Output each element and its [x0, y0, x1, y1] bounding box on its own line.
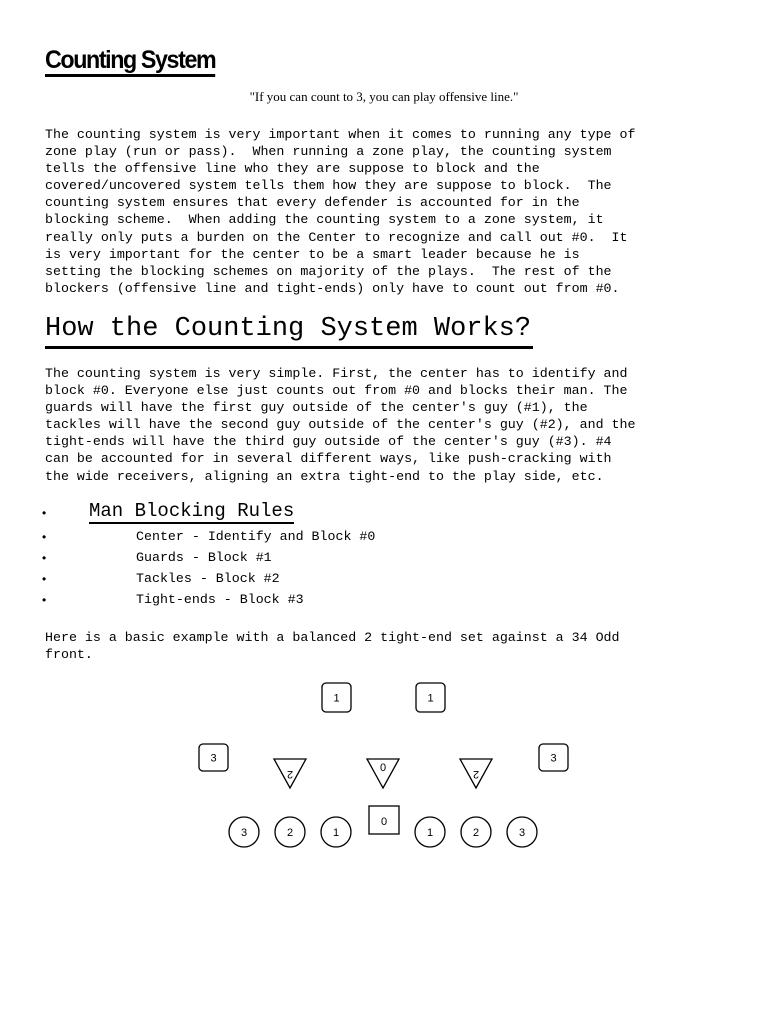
rule-tight-ends: Tight-ends - Block #3: [136, 592, 304, 607]
rules-heading: Man Blocking Rules: [89, 500, 295, 522]
svg-text:0: 0: [380, 816, 388, 828]
tackle-left: [275, 817, 305, 847]
tight-end-right: [507, 817, 537, 847]
guard-right: [415, 817, 445, 847]
svg-text:3: 3: [518, 827, 526, 839]
defensive-end-left: [274, 759, 306, 788]
center-square: [369, 806, 399, 834]
svg-text:2: 2: [286, 768, 294, 780]
page-title: Counting System: [45, 46, 215, 77]
svg-text:1: 1: [333, 692, 340, 705]
svg-text:2: 2: [472, 827, 480, 839]
bullet: •: [42, 593, 47, 607]
svg-text:2: 2: [286, 827, 294, 839]
tackle-right: [461, 817, 491, 847]
bullet: •: [42, 551, 47, 565]
epigraph-quote: "If you can count to 3, you can play offensive line.": [249, 89, 519, 104]
section-heading: How the Counting System Works?: [45, 312, 533, 349]
guard-left: [321, 817, 351, 847]
rule-guards: Guards - Block #1: [136, 550, 272, 565]
bullet: •: [42, 572, 47, 586]
defensive-end-right: [460, 759, 492, 788]
bullet: •: [42, 506, 47, 520]
rule-tackles: Tackles - Block #2: [136, 571, 280, 586]
svg-text:3: 3: [240, 827, 248, 839]
bullet: •: [42, 530, 47, 544]
svg-text:3: 3: [210, 752, 217, 765]
svg-text:0: 0: [379, 762, 387, 774]
example-paragraph: Here is a basic example with a balanced 2 tight-end set against a 34 Odd front.: [45, 630, 620, 663]
svg-text:2: 2: [472, 768, 480, 780]
linebacker-left: [322, 683, 351, 712]
tight-end-left: [229, 817, 259, 847]
formation-diagram: [0, 670, 768, 860]
rule-center: Center - Identify and Block #0: [136, 529, 376, 544]
svg-text:3: 3: [550, 752, 557, 765]
linebacker-right: [416, 683, 445, 712]
section-paragraph: The counting system is very simple. First, the center has to identify and block #0. Everyone else just counts out from #0 and blocks their man. The guards will have the first guy outside of the center's guy (#1), the tackles will have the second guy outside of the center's guy (#2), and the tight-ends will have the third guy outside of the center's guy (#3). #4 can be accounted for in several different ways, like push-cracking with the wide receivers, aligning an extra tight-end to the play side, etc.: [45, 366, 636, 484]
svg-text:1: 1: [427, 692, 434, 705]
intro-paragraph: The counting system is very important when it comes to running any type of zone play (run or pass). When running a zone play, the counting system tells the offensive line who they are suppose to block and the covered/uncovered system tells them how they are suppose to block. The counting system ensures that every defender is accounted for in the blocking scheme. When adding the counting system to a zone system, it really only puts a burden on the Center to recognize and call out #0. It is very important for the center to be a smart leader because he is setting the blocking schemes on majority of the plays. The rest of the blockers (offensive line and tight-ends) only have to count out from #0.: [45, 127, 636, 296]
outside-backer-right: [539, 744, 568, 771]
svg-text:1: 1: [426, 827, 434, 839]
outside-backer-left: [199, 744, 228, 771]
svg-text:1: 1: [332, 827, 340, 839]
nose-tackle: [367, 759, 399, 788]
